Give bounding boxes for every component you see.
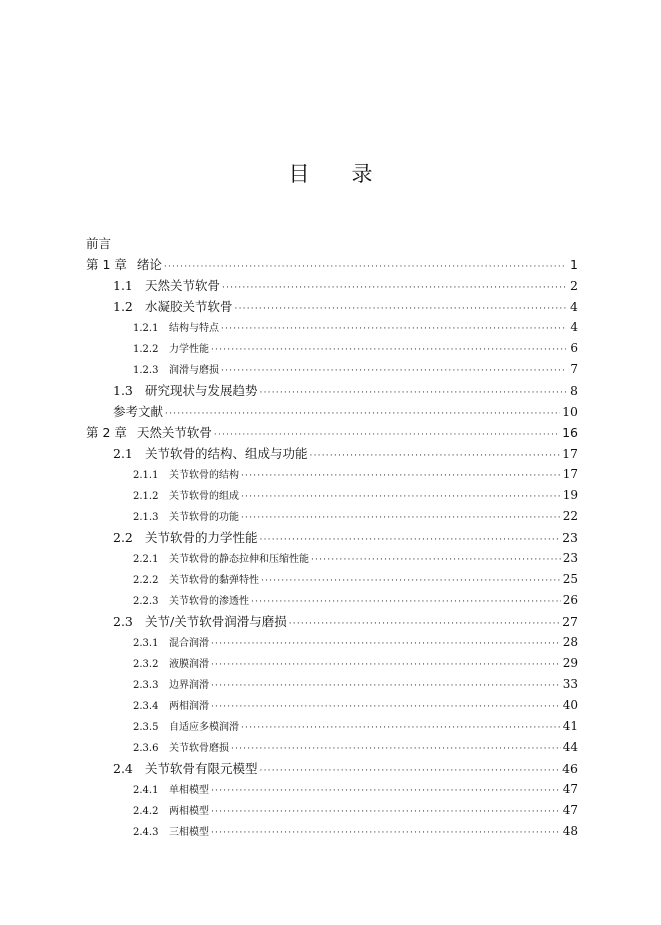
toc-entry-page: 48: [562, 824, 578, 838]
toc-preface-label: 前言: [86, 236, 112, 251]
toc-entry-label: 混合润滑: [169, 638, 209, 649]
toc-entry-page: 25: [562, 572, 578, 586]
toc-entry-label: 关节/关节软骨润滑与磨损: [145, 614, 287, 629]
table-of-contents: [86, 233, 578, 842]
toc-entry-page: 23: [562, 551, 578, 565]
toc-leader-dots: [311, 550, 561, 571]
toc-entry-page: 17: [562, 446, 578, 461]
toc-entry-page: 8: [570, 383, 578, 398]
toc-leader-dots: [222, 278, 566, 299]
toc-entry-page: 41: [562, 719, 578, 733]
toc-entry-label: 关节软骨的力学性能: [145, 530, 258, 545]
toc-entry-page: 22: [562, 509, 578, 523]
toc-entry-label: 关节软骨的静态拉伸和压缩性能: [169, 554, 309, 565]
toc-entry-number: 2.2.3: [133, 596, 159, 607]
toc-leader-dots: [211, 676, 561, 697]
toc-entry-label: 绪论: [136, 257, 162, 272]
toc-entry-label: 水凝胶关节软骨: [145, 299, 233, 314]
toc-leader-dots: [221, 361, 566, 382]
toc-entry-label: 关节软骨的功能: [169, 512, 239, 523]
toc-entry-number: 2.4.3: [133, 827, 159, 838]
toc-leader-dots: [164, 257, 566, 278]
toc-entry-page: 7: [570, 362, 578, 376]
toc-entry-page: 4: [570, 299, 578, 314]
toc-entry[interactable]: [86, 632, 578, 653]
toc-leader-dots: [211, 340, 566, 361]
toc-entry-number: 2.3.4: [133, 701, 159, 712]
toc-entry[interactable]: [86, 590, 578, 611]
toc-entry-number: 2.1.2: [133, 491, 159, 502]
toc-entry[interactable]: [86, 422, 578, 443]
toc-entry-number: 2.1.3: [133, 512, 159, 523]
toc-entry[interactable]: [86, 548, 578, 569]
toc-entry-number: 2.1.1: [133, 470, 159, 481]
toc-entry[interactable]: [86, 464, 578, 485]
toc-entry-page: 27: [562, 614, 578, 629]
toc-entry[interactable]: [86, 317, 578, 338]
toc-entry-number: 2.2.2: [133, 575, 159, 586]
toc-entry[interactable]: [86, 779, 578, 800]
toc-entry-page: 19: [562, 488, 578, 502]
toc-entry-number: 1.2.1: [133, 323, 159, 334]
toc-entry-label: 两相模型: [169, 806, 209, 817]
toc-entry-number: 2.1: [113, 446, 133, 461]
toc-entry-label: 天然关节软骨: [136, 425, 212, 440]
toc-leader-dots: [251, 592, 561, 613]
toc-entry-number: 1.1: [113, 278, 133, 293]
toc-entry-number: 2.3.3: [133, 680, 159, 691]
toc-entry-label: 自适应多模润滑: [169, 722, 239, 733]
toc-entry-label: 关节软骨有限元模型: [145, 761, 258, 776]
toc-entry-number: 第 1 章: [86, 257, 127, 272]
toc-entry-label: 关节软骨的黏弹特性: [169, 575, 259, 586]
toc-leader-dots: [241, 508, 561, 529]
toc-entry[interactable]: [86, 569, 578, 590]
toc-leader-dots: [235, 299, 566, 320]
toc-leader-dots: [289, 614, 560, 635]
toc-entry-number: 1.3: [113, 383, 133, 398]
toc-entry[interactable]: [86, 380, 578, 401]
toc-entry-label: 关节软骨的结构: [169, 470, 239, 481]
toc-leader-dots: [211, 634, 561, 655]
toc-entry-number: 2.4.1: [133, 785, 159, 796]
toc-entry[interactable]: [86, 653, 578, 674]
toc-entry[interactable]: [86, 674, 578, 695]
toc-entry-page: 16: [562, 425, 578, 440]
toc-leader-dots: [165, 404, 560, 425]
toc-leader-dots: [260, 383, 566, 404]
toc-entry[interactable]: [86, 716, 578, 737]
toc-entry[interactable]: [86, 758, 578, 779]
toc-entry[interactable]: [86, 527, 578, 548]
toc-entry-number: 2.3.2: [133, 659, 159, 670]
toc-entry-label: 边界润滑: [169, 680, 209, 691]
toc-entry-number: 2.3.1: [133, 638, 159, 649]
toc-entry-page: 47: [562, 782, 578, 796]
toc-entry-number: 2.3.5: [133, 722, 159, 733]
toc-entry-page: 44: [562, 740, 578, 754]
toc-leader-dots: [211, 823, 561, 844]
toc-entry[interactable]: [86, 485, 578, 506]
toc-entry[interactable]: [86, 695, 578, 716]
toc-entry-label: 关节软骨磨损: [169, 743, 229, 754]
toc-entry[interactable]: [86, 254, 578, 275]
toc-entry-page: 4: [570, 320, 578, 334]
toc-entry-page: 29: [562, 656, 578, 670]
toc-entry-page: 33: [562, 677, 578, 691]
toc-entry-number: 2.4: [113, 761, 133, 776]
toc-entry-label: 结构与特点: [169, 323, 219, 334]
toc-entry-page: 23: [562, 530, 578, 545]
toc-leader-dots: [241, 487, 561, 508]
toc-entry-number: 2.2.1: [133, 554, 159, 565]
toc-entry[interactable]: [86, 359, 578, 380]
toc-entry[interactable]: [86, 611, 578, 632]
toc-entry-number: 1.2: [113, 299, 133, 314]
toc-leader-dots: [231, 739, 561, 760]
toc-leader-dots: [211, 655, 561, 676]
toc-leader-dots: [211, 802, 561, 823]
toc-entry-label: 三相模型: [169, 827, 209, 838]
toc-entry[interactable]: [86, 506, 578, 527]
toc-entry-label: 液膜润滑: [169, 659, 209, 670]
page-title: [0, 158, 661, 188]
toc-entry-label: 力学性能: [169, 344, 209, 355]
toc-entry-label: 两相润滑: [169, 701, 209, 712]
toc-entries: [86, 254, 578, 842]
toc-entry-label: 关节软骨的组成: [169, 491, 239, 502]
toc-entry[interactable]: [86, 821, 578, 842]
toc-entry-page: 47: [562, 803, 578, 817]
toc-entry[interactable]: [86, 737, 578, 758]
toc-entry[interactable]: [86, 275, 578, 296]
toc-leader-dots: [310, 446, 561, 467]
toc-entry[interactable]: [86, 401, 578, 422]
toc-entry-page: 26: [562, 593, 578, 607]
toc-entry-label: 研究现状与发展趋势: [145, 383, 258, 398]
toc-entry-label: 天然关节软骨: [145, 278, 221, 293]
toc-entry-page: 1: [570, 257, 578, 272]
toc-entry[interactable]: [86, 338, 578, 359]
toc-entry-label: 参考文献: [113, 404, 164, 419]
toc-leader-dots: [261, 571, 561, 592]
toc-entry-number: 2.3: [113, 614, 133, 629]
toc-leader-dots: [260, 530, 561, 551]
toc-entry-page: 40: [562, 698, 578, 712]
toc-leader-dots: [241, 718, 561, 739]
title-char-1: 目: [288, 162, 310, 186]
toc-leader-dots: [221, 319, 566, 340]
title-char-2: 录: [351, 162, 373, 186]
toc-entry-label: 关节软骨的渗透性: [169, 596, 249, 607]
toc-entry-page: 2: [570, 278, 578, 293]
toc-preface[interactable]: [86, 233, 578, 254]
toc-entry-page: 10: [562, 404, 578, 419]
toc-entry[interactable]: [86, 800, 578, 821]
toc-entry-page: 28: [562, 635, 578, 649]
toc-entry-number: 1.2.3: [133, 365, 159, 376]
toc-leader-dots: [241, 466, 561, 487]
toc-entry-number: 第 2 章: [86, 425, 127, 440]
toc-entry-page: 46: [562, 761, 578, 776]
toc-entry-page: 17: [562, 467, 578, 481]
toc-leader-dots: [211, 697, 561, 718]
toc-entry-page: 6: [570, 341, 578, 355]
toc-entry-label: 关节软骨的结构、组成与功能: [145, 446, 308, 461]
toc-entry-number: 2.2: [113, 530, 133, 545]
toc-leader-dots: [211, 781, 561, 802]
toc-entry[interactable]: [86, 296, 578, 317]
toc-entry-number: 2.4.2: [133, 806, 159, 817]
toc-entry-number: 2.3.6: [133, 743, 159, 754]
toc-entry[interactable]: [86, 443, 578, 464]
toc-entry-label: 润滑与磨损: [169, 365, 219, 376]
toc-entry-label: 单相模型: [169, 785, 209, 796]
toc-leader-dots: [260, 761, 561, 782]
toc-entry-number: 1.2.2: [133, 344, 159, 355]
